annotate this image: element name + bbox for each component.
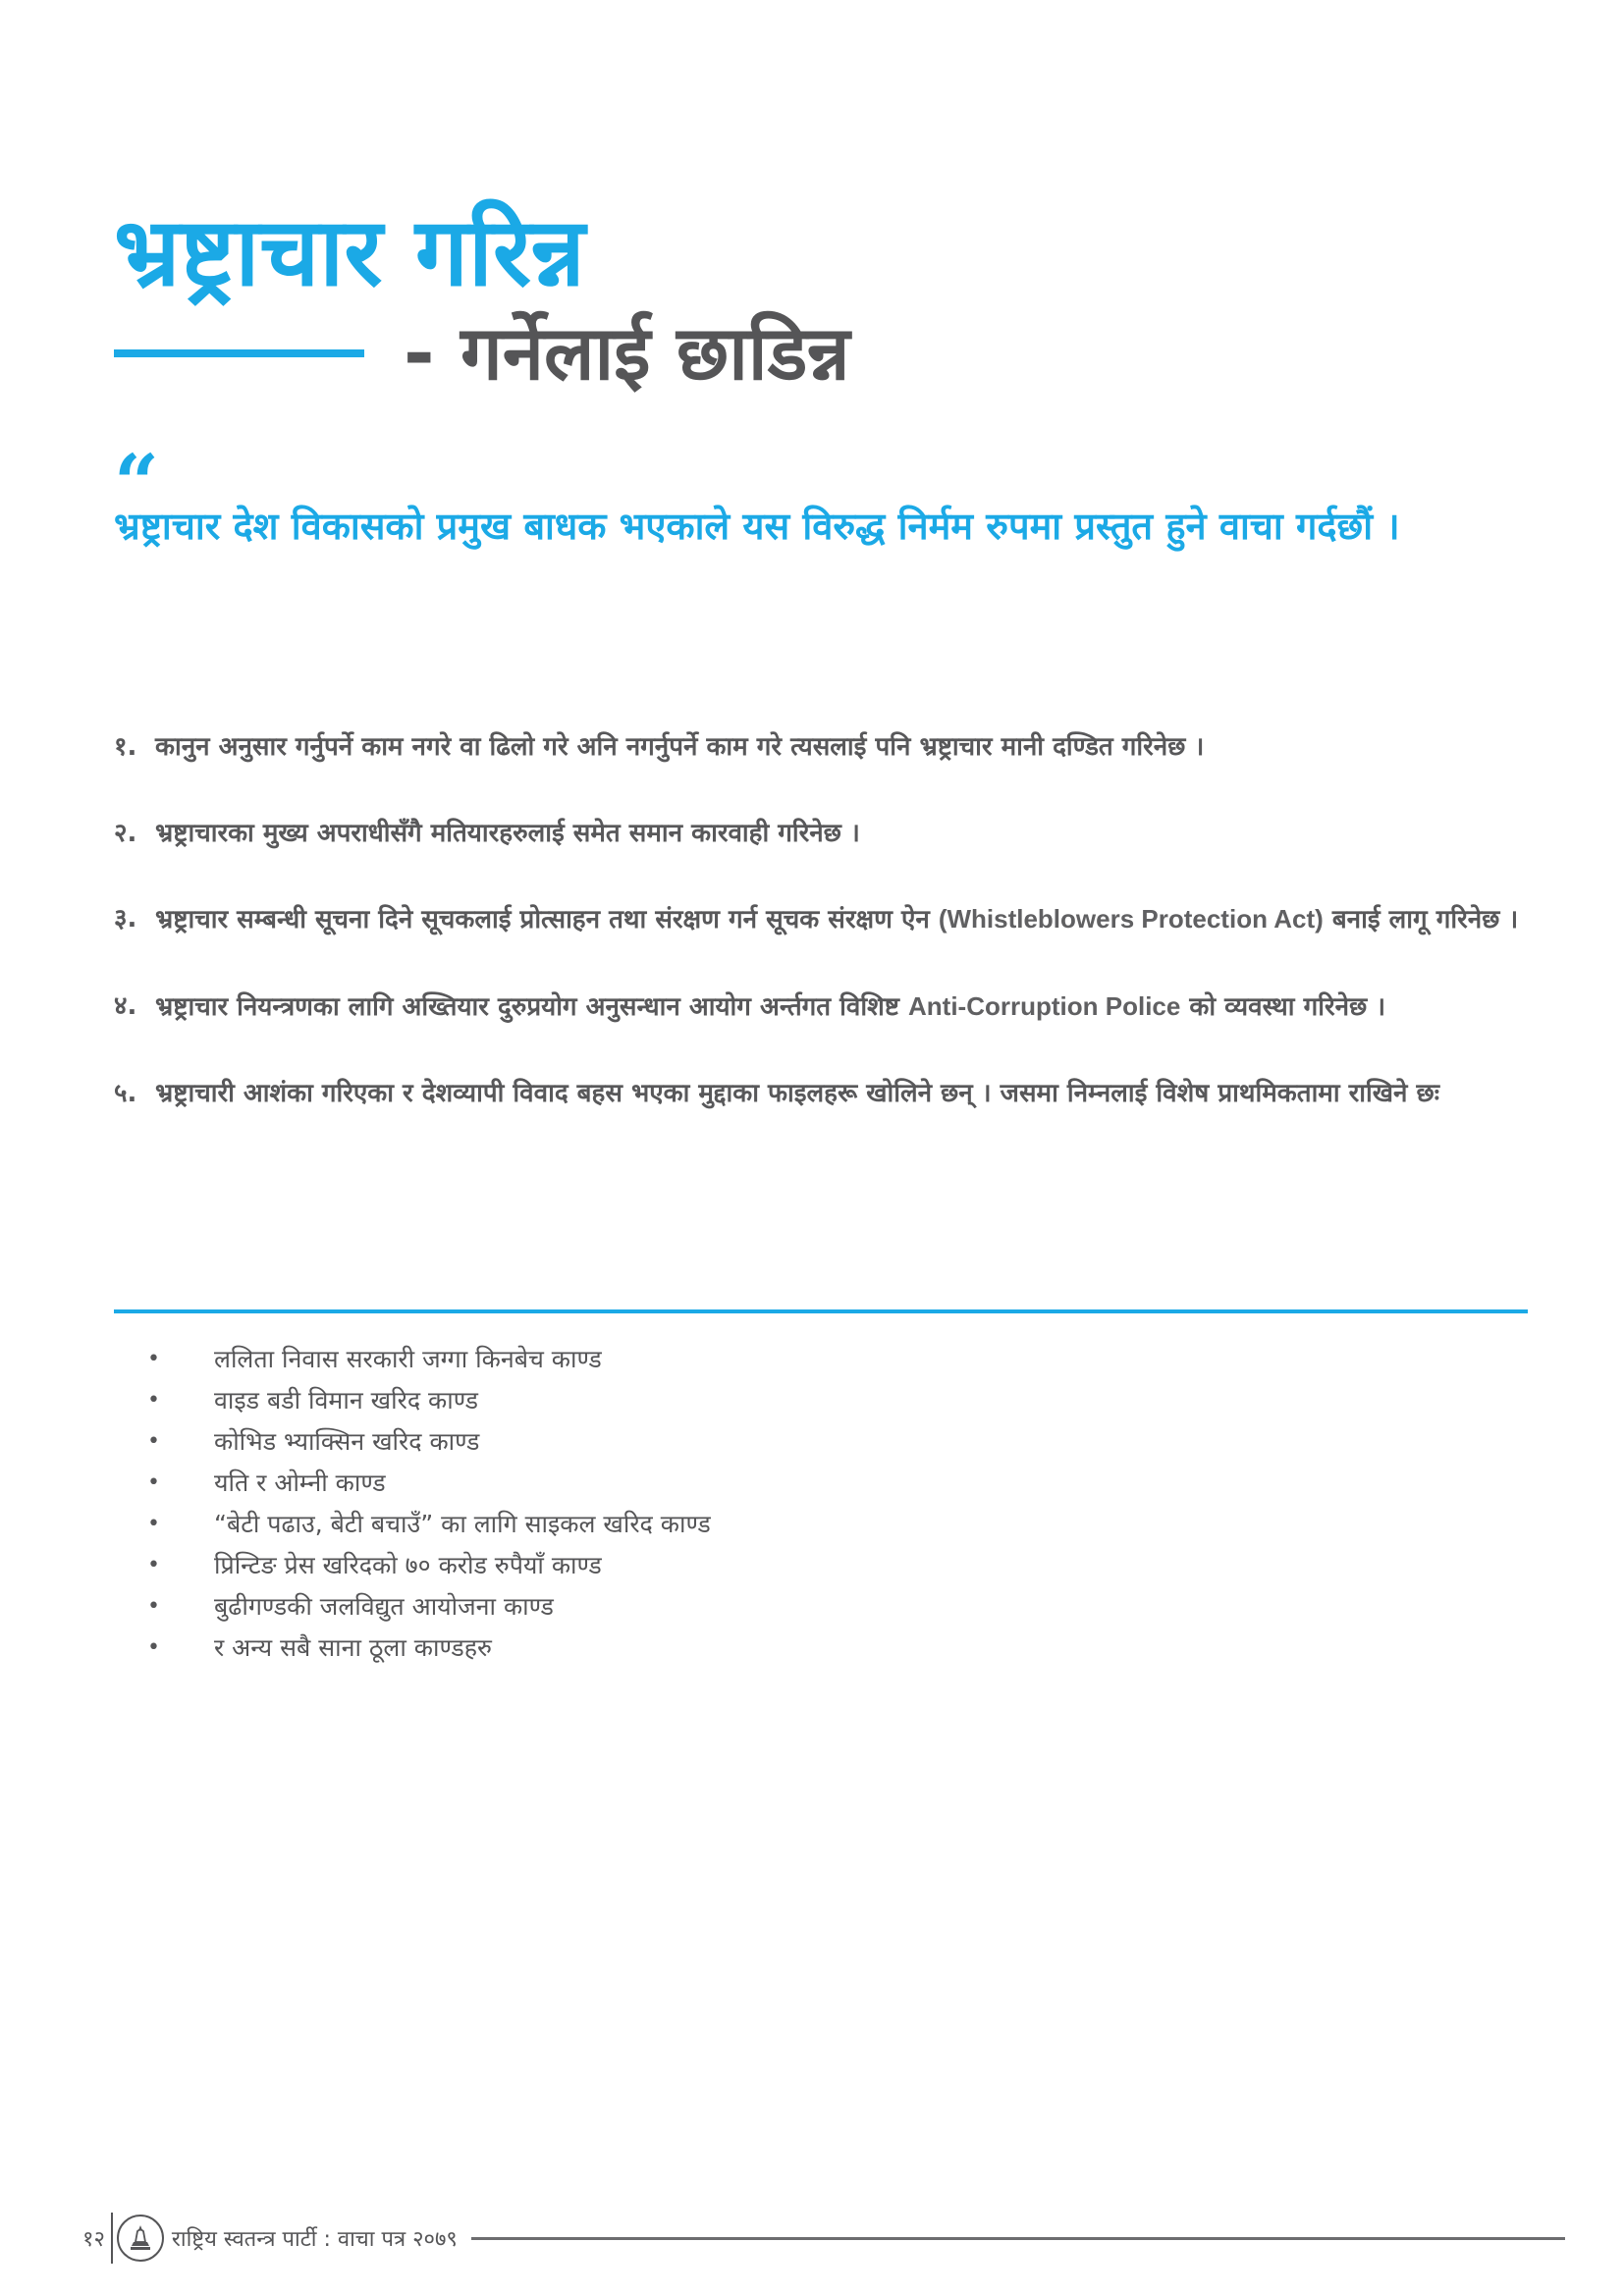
point-number: ३.	[114, 904, 137, 934]
point-text: भ्रष्ट्राचारका मुख्य अपराधीसँगै मतियारहरुलाई समेत समान कारवाही गरिनेछ ।	[155, 818, 860, 848]
point-text-part: बनाई लागू गरिनेछ ।	[1323, 905, 1519, 935]
list-item	[147, 1421, 711, 1463]
point-number: ४.	[114, 991, 137, 1022]
page-number: १२	[82, 2227, 105, 2252]
point-text-part: भ्रष्ट्राचार नियन्त्रणका लागि अख्तियार दुरुप्रयोग अनुसन्धान आयोग अर्न्तगत विशिष्ट	[155, 992, 909, 1023]
list-item-text: कोभिड भ्याक्सिन खरिद काण्ड	[214, 1427, 480, 1456]
point-text	[155, 898, 1528, 942]
list-item	[147, 1463, 711, 1504]
footer-separator	[111, 2213, 113, 2264]
point-text: भ्रष्ट्राचारी आशंका गरिएका र देशव्यापी विवाद बहस भएका मुद्दाका फाइलहरू खोलिने छन् । जसमा निम्नलाई विशेष प्राथमिकतामा राखिने छः	[155, 1078, 1439, 1108]
point-text: कानुन अनुसार गर्नुपर्ने काम नगरे वा ढिलो गरे अनि नगर्नुपर्ने काम गरे त्यसलाई पनि भ्रष्ट्राचार मानी दण्डित गरिनेछ ।	[155, 732, 1205, 762]
page-footer	[82, 2209, 1565, 2268]
point-number: २.	[114, 818, 137, 848]
bullet-icon: •	[147, 1594, 160, 1619]
point-text-latin: Anti-Corruption Police	[908, 991, 1181, 1022]
footer-title: राष्ट्रिय स्वतन्त्र पार्टी : वाचा पत्र २०७९	[171, 2227, 458, 2252]
list-item	[147, 1628, 711, 1669]
pledge-point-4	[114, 986, 1528, 1030]
page-title: भ्रष्ट्राचार गरिन्न	[114, 197, 585, 307]
bullet-icon: •	[147, 1429, 160, 1454]
bullet-icon: •	[147, 1388, 160, 1413]
list-item-text: र अन्य सबै साना ठूला काण्डहरु	[214, 1633, 492, 1662]
pledge-quote: भ्रष्ट्राचार देश विकासको प्रमुख बाधक भएकाले यस विरुद्ध निर्मम रुपमा प्रस्तुत हुने वाचा गर्दछौं ।	[114, 505, 1400, 548]
page-subtitle: - गर्नेलाई छाडिन्न	[404, 309, 850, 397]
section-divider	[114, 1309, 1528, 1313]
pledge-points-list	[114, 726, 1528, 1115]
list-item-text: “बेटी पढाउ, बेटी बचाउँ” का लागि साइकल खरिद काण्ड	[214, 1510, 711, 1538]
point-number: १.	[114, 732, 137, 762]
list-item-text: प्रिन्टिङ प्रेस खरिदको ७० करोड रुपैयाँ काण्ड	[214, 1551, 602, 1579]
pledge-point-1	[114, 726, 1528, 770]
pledge-point-2	[114, 813, 1528, 856]
bullet-icon: •	[147, 1347, 160, 1371]
point-number: ५.	[114, 1078, 137, 1108]
party-logo-icon	[117, 2215, 164, 2262]
footer-rule	[471, 2237, 1565, 2240]
pledge-point-5	[114, 1073, 1528, 1116]
subtitle-accent-line	[114, 349, 364, 357]
list-item-text: बुढीगण्डकी जलविद्युत आयोजना काण्ड	[214, 1592, 554, 1621]
list-item	[147, 1504, 711, 1545]
list-item-text: यति र ओम्नी काण्ड	[214, 1468, 386, 1497]
bullet-icon: •	[147, 1470, 160, 1495]
point-text	[155, 986, 1528, 1030]
list-item	[147, 1339, 711, 1380]
point-text-latin: (Whistleblowers Protection Act)	[938, 904, 1324, 934]
bullet-icon: •	[147, 1512, 160, 1536]
list-item	[147, 1545, 711, 1586]
pledge-point-3	[114, 898, 1528, 942]
list-item	[147, 1380, 711, 1421]
bullet-icon: •	[147, 1635, 160, 1660]
list-item-text: ललिता निवास सरकारी जग्गा किनबेच काण्ड	[214, 1345, 602, 1373]
point-text-part: को व्यवस्था गरिनेछ ।	[1180, 992, 1386, 1023]
subtitle-row	[114, 309, 850, 397]
quote-mark-icon: “	[114, 437, 160, 529]
list-item-text: वाइड बडी विमान खरिद काण्ड	[214, 1386, 478, 1415]
list-item	[147, 1586, 711, 1628]
scandal-list	[147, 1339, 711, 1669]
bullet-icon: •	[147, 1553, 160, 1577]
point-text-part: भ्रष्ट्राचार सम्बन्धी सूचना दिने सूचकलाई प्रोत्साहन तथा संरक्षण गर्न सूचक संरक्षण ऐन	[155, 905, 939, 935]
